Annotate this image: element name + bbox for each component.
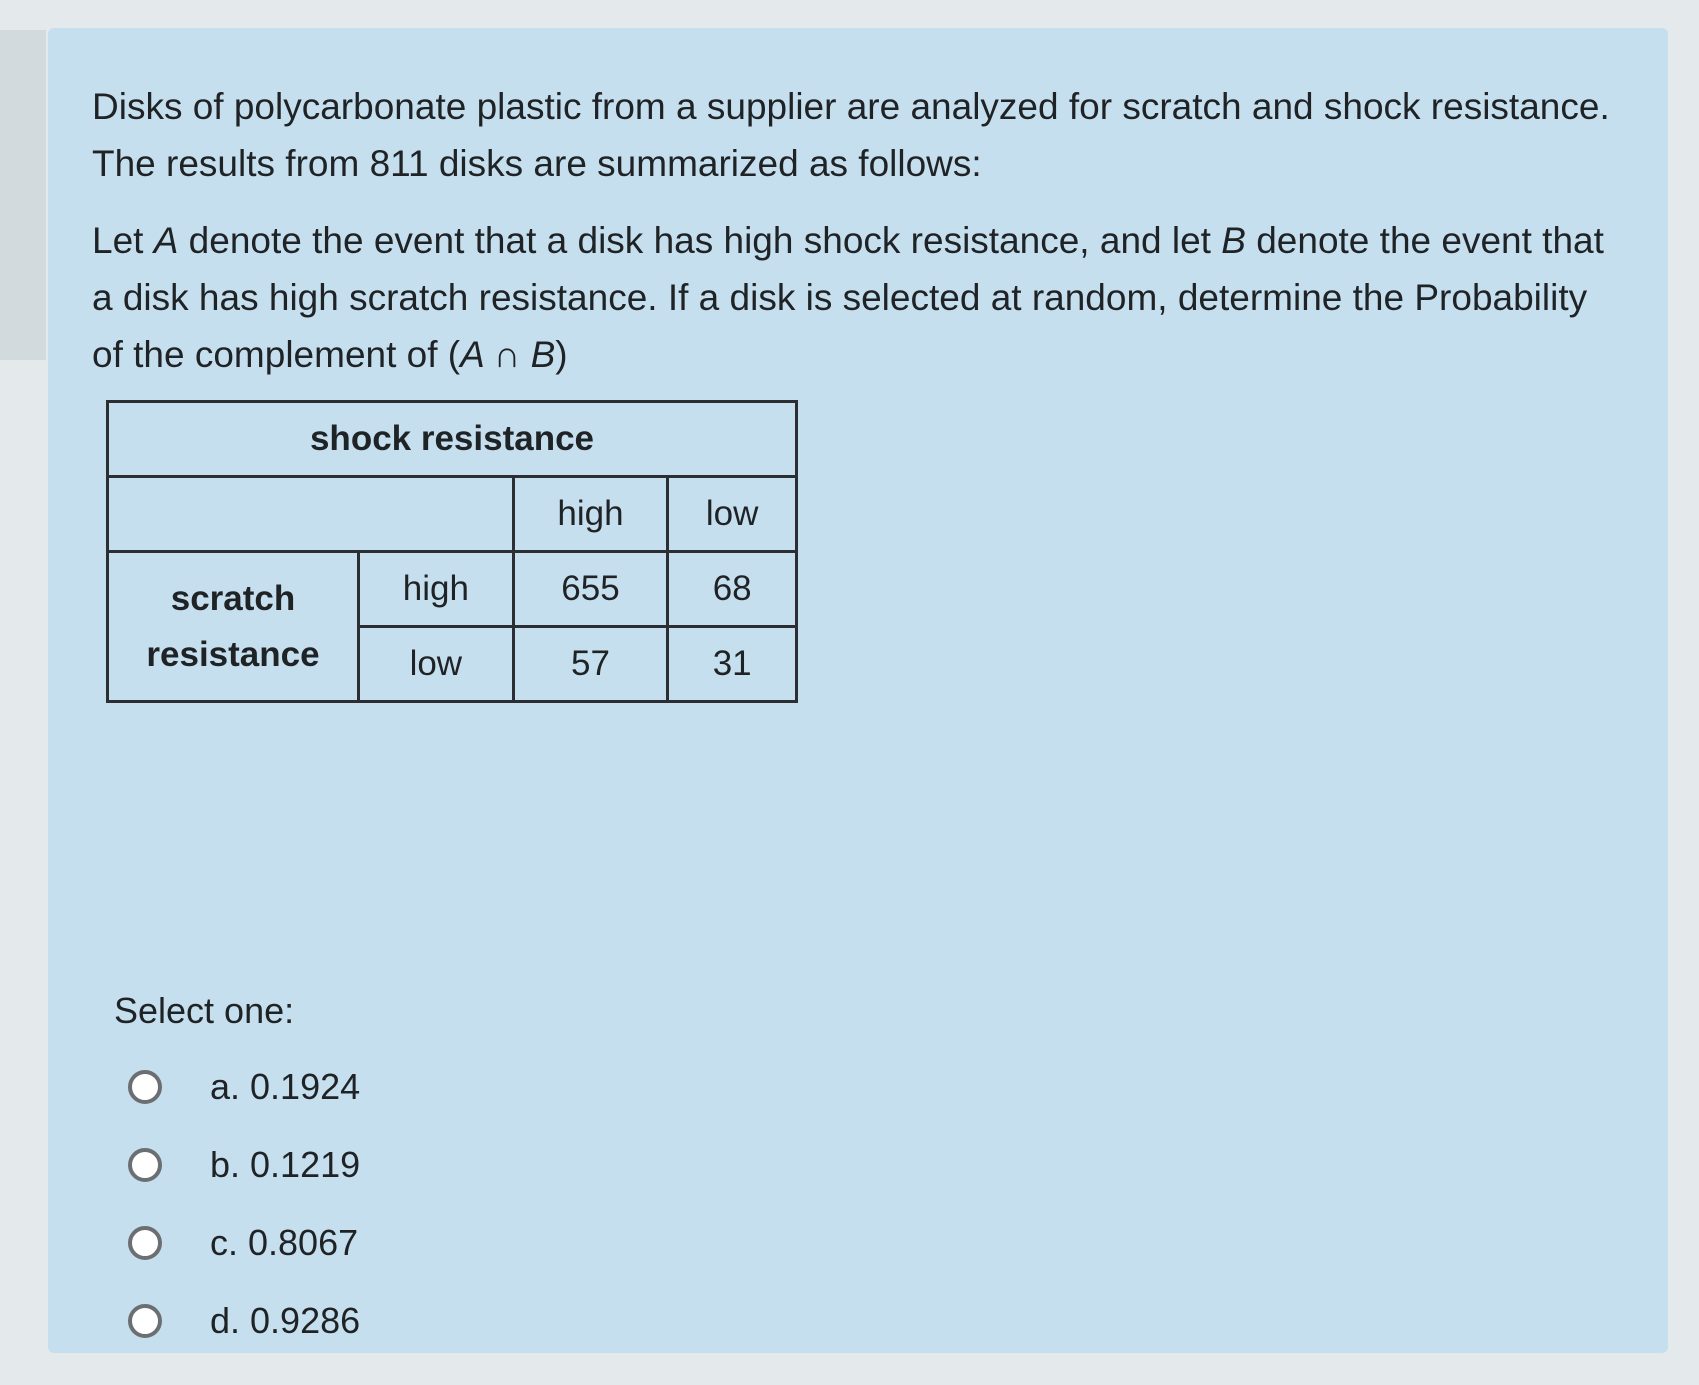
row-group-header-line1: scratch	[170, 578, 296, 618]
option-b[interactable]	[128, 1126, 360, 1204]
option-d-label[interactable]: d. 0.9286	[210, 1300, 361, 1341]
radio-button-icon[interactable]	[128, 1070, 162, 1104]
option-d[interactable]	[128, 1282, 360, 1360]
radio-button-icon[interactable]	[128, 1148, 162, 1182]
radio-button-icon[interactable]	[128, 1226, 162, 1260]
column-header-high: high	[513, 477, 668, 552]
option-b-label[interactable]: b. 0.1219	[210, 1144, 361, 1185]
question-text	[92, 78, 1622, 403]
table-cell: 57	[513, 627, 668, 702]
empty-header-cell	[108, 477, 514, 552]
table-cell: 655	[513, 552, 668, 627]
option-c[interactable]	[128, 1204, 360, 1282]
row-label-high: high	[359, 552, 514, 627]
question-panel	[48, 28, 1668, 1353]
option-c-label[interactable]: c. 0.8067	[210, 1222, 359, 1263]
table-header-row	[108, 477, 797, 552]
row-group-header	[108, 552, 359, 702]
table-row	[108, 552, 797, 627]
question-prompt	[92, 212, 1622, 383]
event-b-symbol: B	[1221, 220, 1246, 261]
table-cell: 68	[668, 552, 797, 627]
prompt-text-end: )	[555, 334, 568, 375]
prompt-text-3: denote the event that a disk has high scratch resistance. If a disk is selected at random, determine the Probability of the complement of (	[92, 220, 1604, 375]
table-cell: 31	[668, 627, 797, 702]
table-header-row-group	[108, 402, 797, 477]
row-label-low: low	[359, 627, 514, 702]
row-group-header-line2: resistance	[146, 634, 320, 674]
prompt-text-1: Let	[92, 220, 154, 261]
question-intro: Disks of polycarbonate plastic from a supplier are analyzed for scratch and shock resistance. The results from 811 disks are summarized as follows:	[92, 86, 1610, 184]
option-a-label[interactable]: a. 0.1924	[210, 1066, 361, 1107]
column-group-header: shock resistance	[108, 402, 797, 477]
prompt-text-2: denote the event that a disk has high shock resistance, and let	[178, 220, 1222, 261]
option-a[interactable]	[128, 1048, 360, 1126]
select-one-label: Select one:	[114, 990, 295, 1031]
left-edge-strip	[0, 30, 46, 360]
radio-button-icon[interactable]	[128, 1304, 162, 1338]
event-a-symbol: A	[153, 220, 179, 261]
column-header-low: low	[668, 477, 797, 552]
intersection-expression: A ∩ B	[460, 334, 556, 375]
contingency-table	[106, 400, 798, 703]
answer-options	[128, 1048, 360, 1360]
